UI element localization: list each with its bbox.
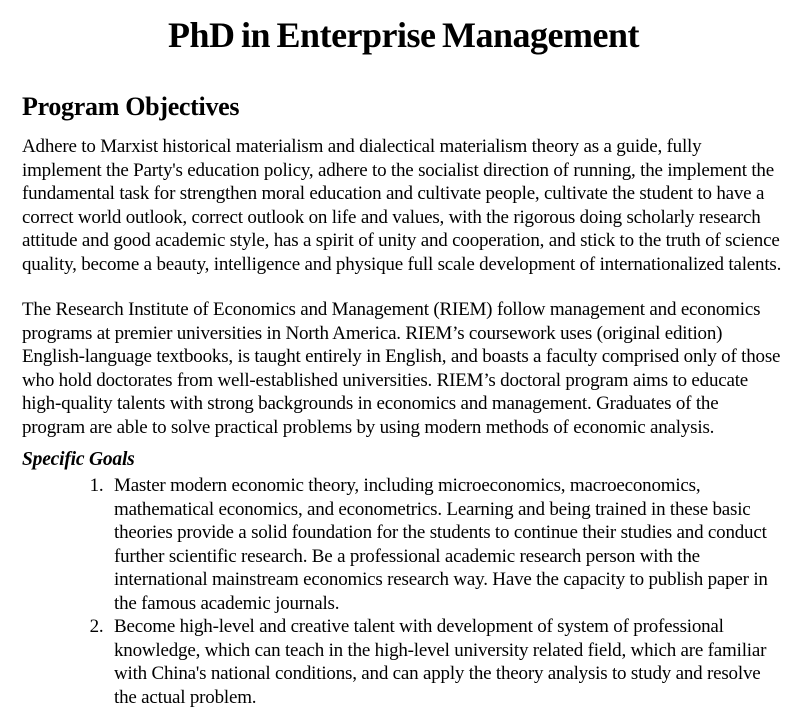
- section-heading-program-objectives: Program Objectives: [22, 92, 240, 121]
- paragraph-guiding-principles: Adhere to Marxist historical materialism and dialectical materialism theory as a guide, fully implement the Party's education policy, adhere to the socialist direction of running, the implement the fundamental task for strengthen moral education and cultivate people, cultivate the student to have a correct world outlook, correct outlook on life and values, with the rigorous doing scholarly research attitude and good academic style, has a spirit of unity and cooperation, and stick to the truth of science quality, become a beauty, intelligence and physique full scale development of internationalized talents.: [22, 136, 782, 275]
- document-title: PhD in Enterprise Management: [168, 15, 639, 55]
- specific-goals-list: [22, 474, 785, 709]
- paragraph-riem-description: The Research Institute of Economics and Management (RIEM) follow management and economics programs at premier universities in North America. RIEM’s coursework uses (original edition) English-language textbooks, is taught entirely in English, and boasts a faculty comprised only of those who hold doctorates from well-established universities. RIEM’s doctoral program aims to educate high-quality talents with strong backgrounds in economics and management. Graduates of the program are able to solve practical problems by using modern methods of economic analysis.: [22, 299, 781, 438]
- goal-item-2: 2. Become high-level and creative talent with development of system of professional knowledge, which can teach in the high-level university related field, which are familiar with China's national conditions, and can apply the theory analysis to study and resolve the actual problem.: [108, 615, 785, 709]
- subheading-specific-goals: Specific Goals: [22, 449, 135, 470]
- goal-item-1: 1. Master modern economic theory, including microeconomics, macroeconomics, mathematical economics, and econometrics. Learning and being trained in these basic theories provide a solid foundation for the students to continue their studies and conduct further scientific research. Be a professional academic research person with the international mainstream economics research way. Have the capacity to publish paper in the famous academic journals.: [108, 474, 785, 615]
